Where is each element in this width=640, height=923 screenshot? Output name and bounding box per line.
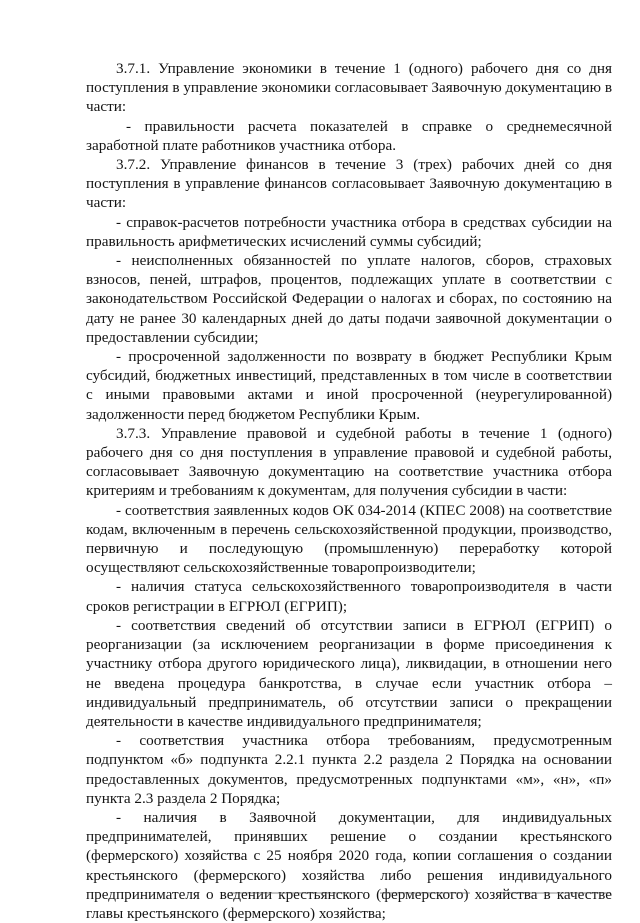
document-body (86, 59, 612, 923)
list-item-producer-status: - наличия статуса сельскохозяйственного товаропроизводителя в части сроков регистрации в ЕГРЮЛ (ЕГРИП); (86, 578, 612, 615)
list-item-farm-agreement: - наличия в Заявочной документации, для индивидуальных предпринимателей, принявших решение о создании крестьянского (фермерского) хозяйства с 25 ноября 2020 года, копии соглашения о создании крестьянского (фермерского) хозяйства либо решения индивидуального предпринимателя о ведении крестьянского (фермерского) хозяйства в качестве главы крестьянского (фермерского) хозяйства; (86, 808, 612, 922)
list-item-overdue-debt: - просроченной задолженности по возврату в бюджет Республики Крым субсидий, бюджетных инвестиций, представленных в том числе в соответствии с иными правовыми актами и иной просроченной (неурегулированной) задолженности перед бюджетом Республики Крым. (86, 348, 612, 423)
list-item-tax-obligations: - неисполненных обязанностей по уплате налогов, сборов, страховых взносов, пеней, штрафов, процентов, подлежащих уплате в соответствии с законодательством Российской Федерации о налогах и сборах, по состоянию на дату не ранее 30 календарных дней до даты подачи заявочной документации о предоставлении субсидии; (86, 252, 612, 346)
list-item-calculation: - правильности расчета показателей в справке о среднемесячной заработной плате работников участника отбора. (86, 117, 612, 154)
paragraph-3-7-3: 3.7.3. Управление правовой и судебной работы в течение 1 (одного) рабочего дня со дня поступления в управление правовой и судебной работы, согласовывает Заявочную документацию на соответствие участника отбора критериям и требованиям к документам, для получения субсидии в части: (86, 424, 612, 500)
paragraph-3-7-2: 3.7.2. Управление финансов в течение 3 (трех) рабочих дней со дня поступления в управление финансов согласовывает Заявочную документацию в части: (86, 156, 612, 212)
list-item-requirements: - соответствия участника отбора требованиям, предусмотренным подпунктом «б» подпункта 2.2.1 пункта 2.2 раздела 2 Порядка на основании предоставленных документов, предусмотренных подпунктами «м», «н», «п» пункта 2.3 раздела 2 Порядка; (86, 732, 612, 807)
list-item-egrul-records: - соответствия сведений об отсутствии записи в ЕГРЮЛ (ЕГРИП) о реорганизации (за исключением реорганизации в форме присоединения к участнику отбора другого юридического лица), ликвидации, в отношении него не введена процедура банкротства, в случае если участник отбора – индивидуальный предприниматель, об отсутствии записи о прекращении деятельности в качестве индивидуального предпринимателя; (86, 616, 612, 730)
list-item-subsidy-calculations: - справок-расчетов потребности участника отбора в средствах субсидии на правильность арифметических исчислений суммы субсидий; (86, 213, 612, 250)
paragraph-3-7-1: 3.7.1. Управление экономики в течение 1 (одного) рабочего дня со дня поступления в управление экономики согласовывает Заявочную документацию в части: (86, 60, 612, 116)
list-item-okpd-codes: - соответствия заявленных кодов ОК 034-2014 (КПЕС 2008) на соответствие кодам, включенным в перечень сельскохозяйственной продукции, производство, первичную и последующую (промышленную) переработку которой осуществляют сельскохозяйственные товаропроизводители; (86, 501, 612, 577)
page-bottom-edge (230, 892, 620, 900)
